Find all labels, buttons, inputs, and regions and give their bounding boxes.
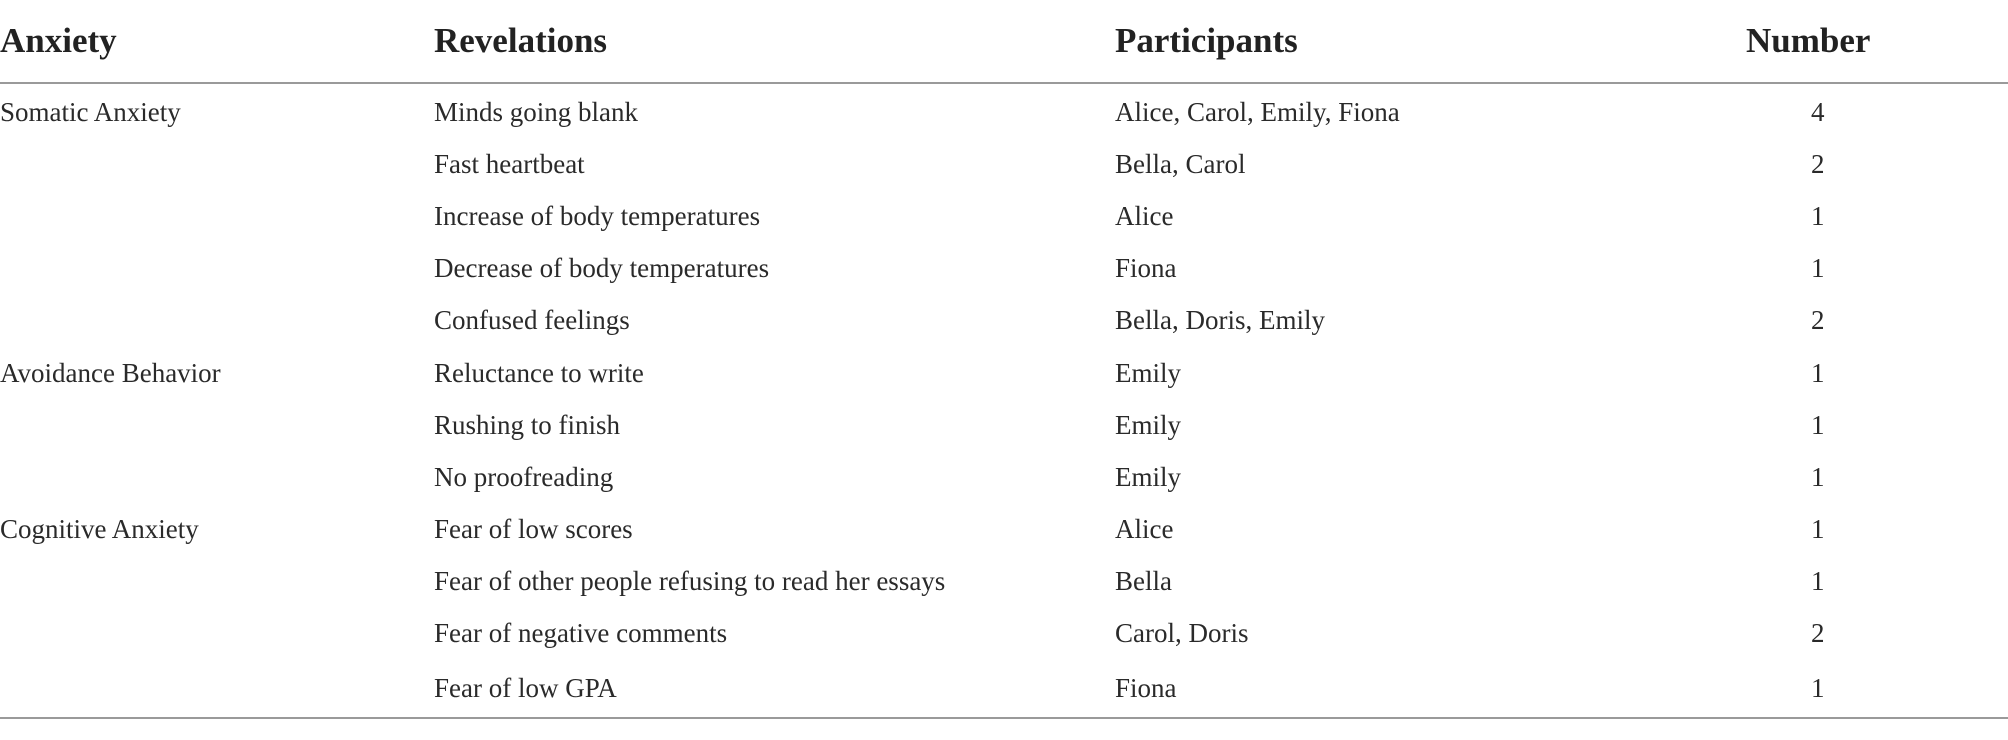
cell-revelation: Fear of low GPA [434, 660, 1115, 718]
cell-number: 1 [1811, 566, 1825, 597]
table-body [0, 83, 2008, 718]
cell-anxiety [0, 190, 434, 242]
table-row [0, 138, 2008, 190]
cell-participants: Alice, Carol, Emily, Fiona [1115, 96, 1400, 127]
cell-revelation: Reluctance to write [434, 357, 644, 388]
cell-number: 1 [1811, 200, 1825, 231]
cell-participants: Bella, Doris, Emily [1115, 305, 1325, 336]
header-participants: Participants [1115, 0, 1635, 83]
cell-revelation: Fast heartbeat [434, 148, 585, 179]
cell-number: 2 [1811, 305, 1825, 336]
cell-number: 2 [1811, 148, 1825, 179]
header-number: Number [1635, 0, 2008, 83]
cell-participants: Bella [1115, 566, 1172, 597]
cell-participants: Carol, Doris [1115, 618, 1249, 649]
cell-number: 1 [1811, 409, 1825, 440]
cell-participants: Emily [1115, 357, 1181, 388]
table-row [0, 295, 2008, 347]
cell-participants: Emily [1115, 461, 1181, 492]
table-row [0, 451, 2008, 503]
table-row [0, 504, 2008, 556]
cell-anxiety [0, 243, 434, 295]
table-row [0, 660, 2008, 718]
cell-participants: Emily [1115, 409, 1181, 440]
cell-revelation: Minds going blank [434, 96, 639, 127]
table-row [0, 83, 2008, 138]
cell-revelation: Decrease of body temperatures [434, 253, 770, 284]
header-anxiety: Anxiety [0, 0, 434, 83]
cell-number: 2 [1811, 618, 1825, 649]
cell-revelation: Confused feelings [434, 305, 630, 336]
cell-anxiety: Somatic Anxiety [0, 96, 181, 127]
cell-revelation: Fear of low scores [434, 514, 633, 545]
cell-revelation: Fear of other people refusing to read her essays [434, 566, 946, 597]
table-row [0, 399, 2008, 451]
table-row [0, 556, 2008, 608]
cell-number: 1 [1811, 357, 1825, 388]
cell-anxiety [0, 138, 434, 190]
cell-anxiety [0, 556, 434, 608]
cell-revelation: No proofreading [434, 461, 614, 492]
cell-anxiety [0, 295, 434, 347]
cell-participants: Fiona [1115, 660, 1635, 718]
cell-participants: Alice [1115, 514, 1174, 545]
table-row [0, 608, 2008, 660]
table-row [0, 347, 2008, 399]
cell-anxiety: Cognitive Anxiety [0, 514, 199, 545]
cell-anxiety [0, 608, 434, 660]
cell-anxiety: Avoidance Behavior [0, 357, 221, 388]
cell-revelation: Rushing to finish [434, 409, 621, 440]
cell-number: 4 [1811, 96, 1825, 127]
cell-participants: Fiona [1115, 253, 1177, 284]
cell-participants: Alice [1115, 200, 1174, 231]
cell-number: 1 [1635, 660, 2008, 718]
cell-number: 1 [1811, 253, 1825, 284]
cell-participants: Bella, Carol [1115, 148, 1246, 179]
table-row [0, 243, 2008, 295]
cell-number: 1 [1811, 461, 1825, 492]
header-revelations: Revelations [434, 0, 1115, 83]
cell-revelation: Fear of negative comments [434, 618, 728, 649]
header-row [0, 0, 2008, 83]
cell-number: 1 [1811, 514, 1825, 545]
table-header [0, 0, 2008, 83]
cell-revelation: Increase of body temperatures [434, 200, 761, 231]
table-row [0, 190, 2008, 242]
cell-anxiety [0, 660, 434, 718]
cell-anxiety [0, 399, 434, 451]
cell-anxiety [0, 451, 434, 503]
